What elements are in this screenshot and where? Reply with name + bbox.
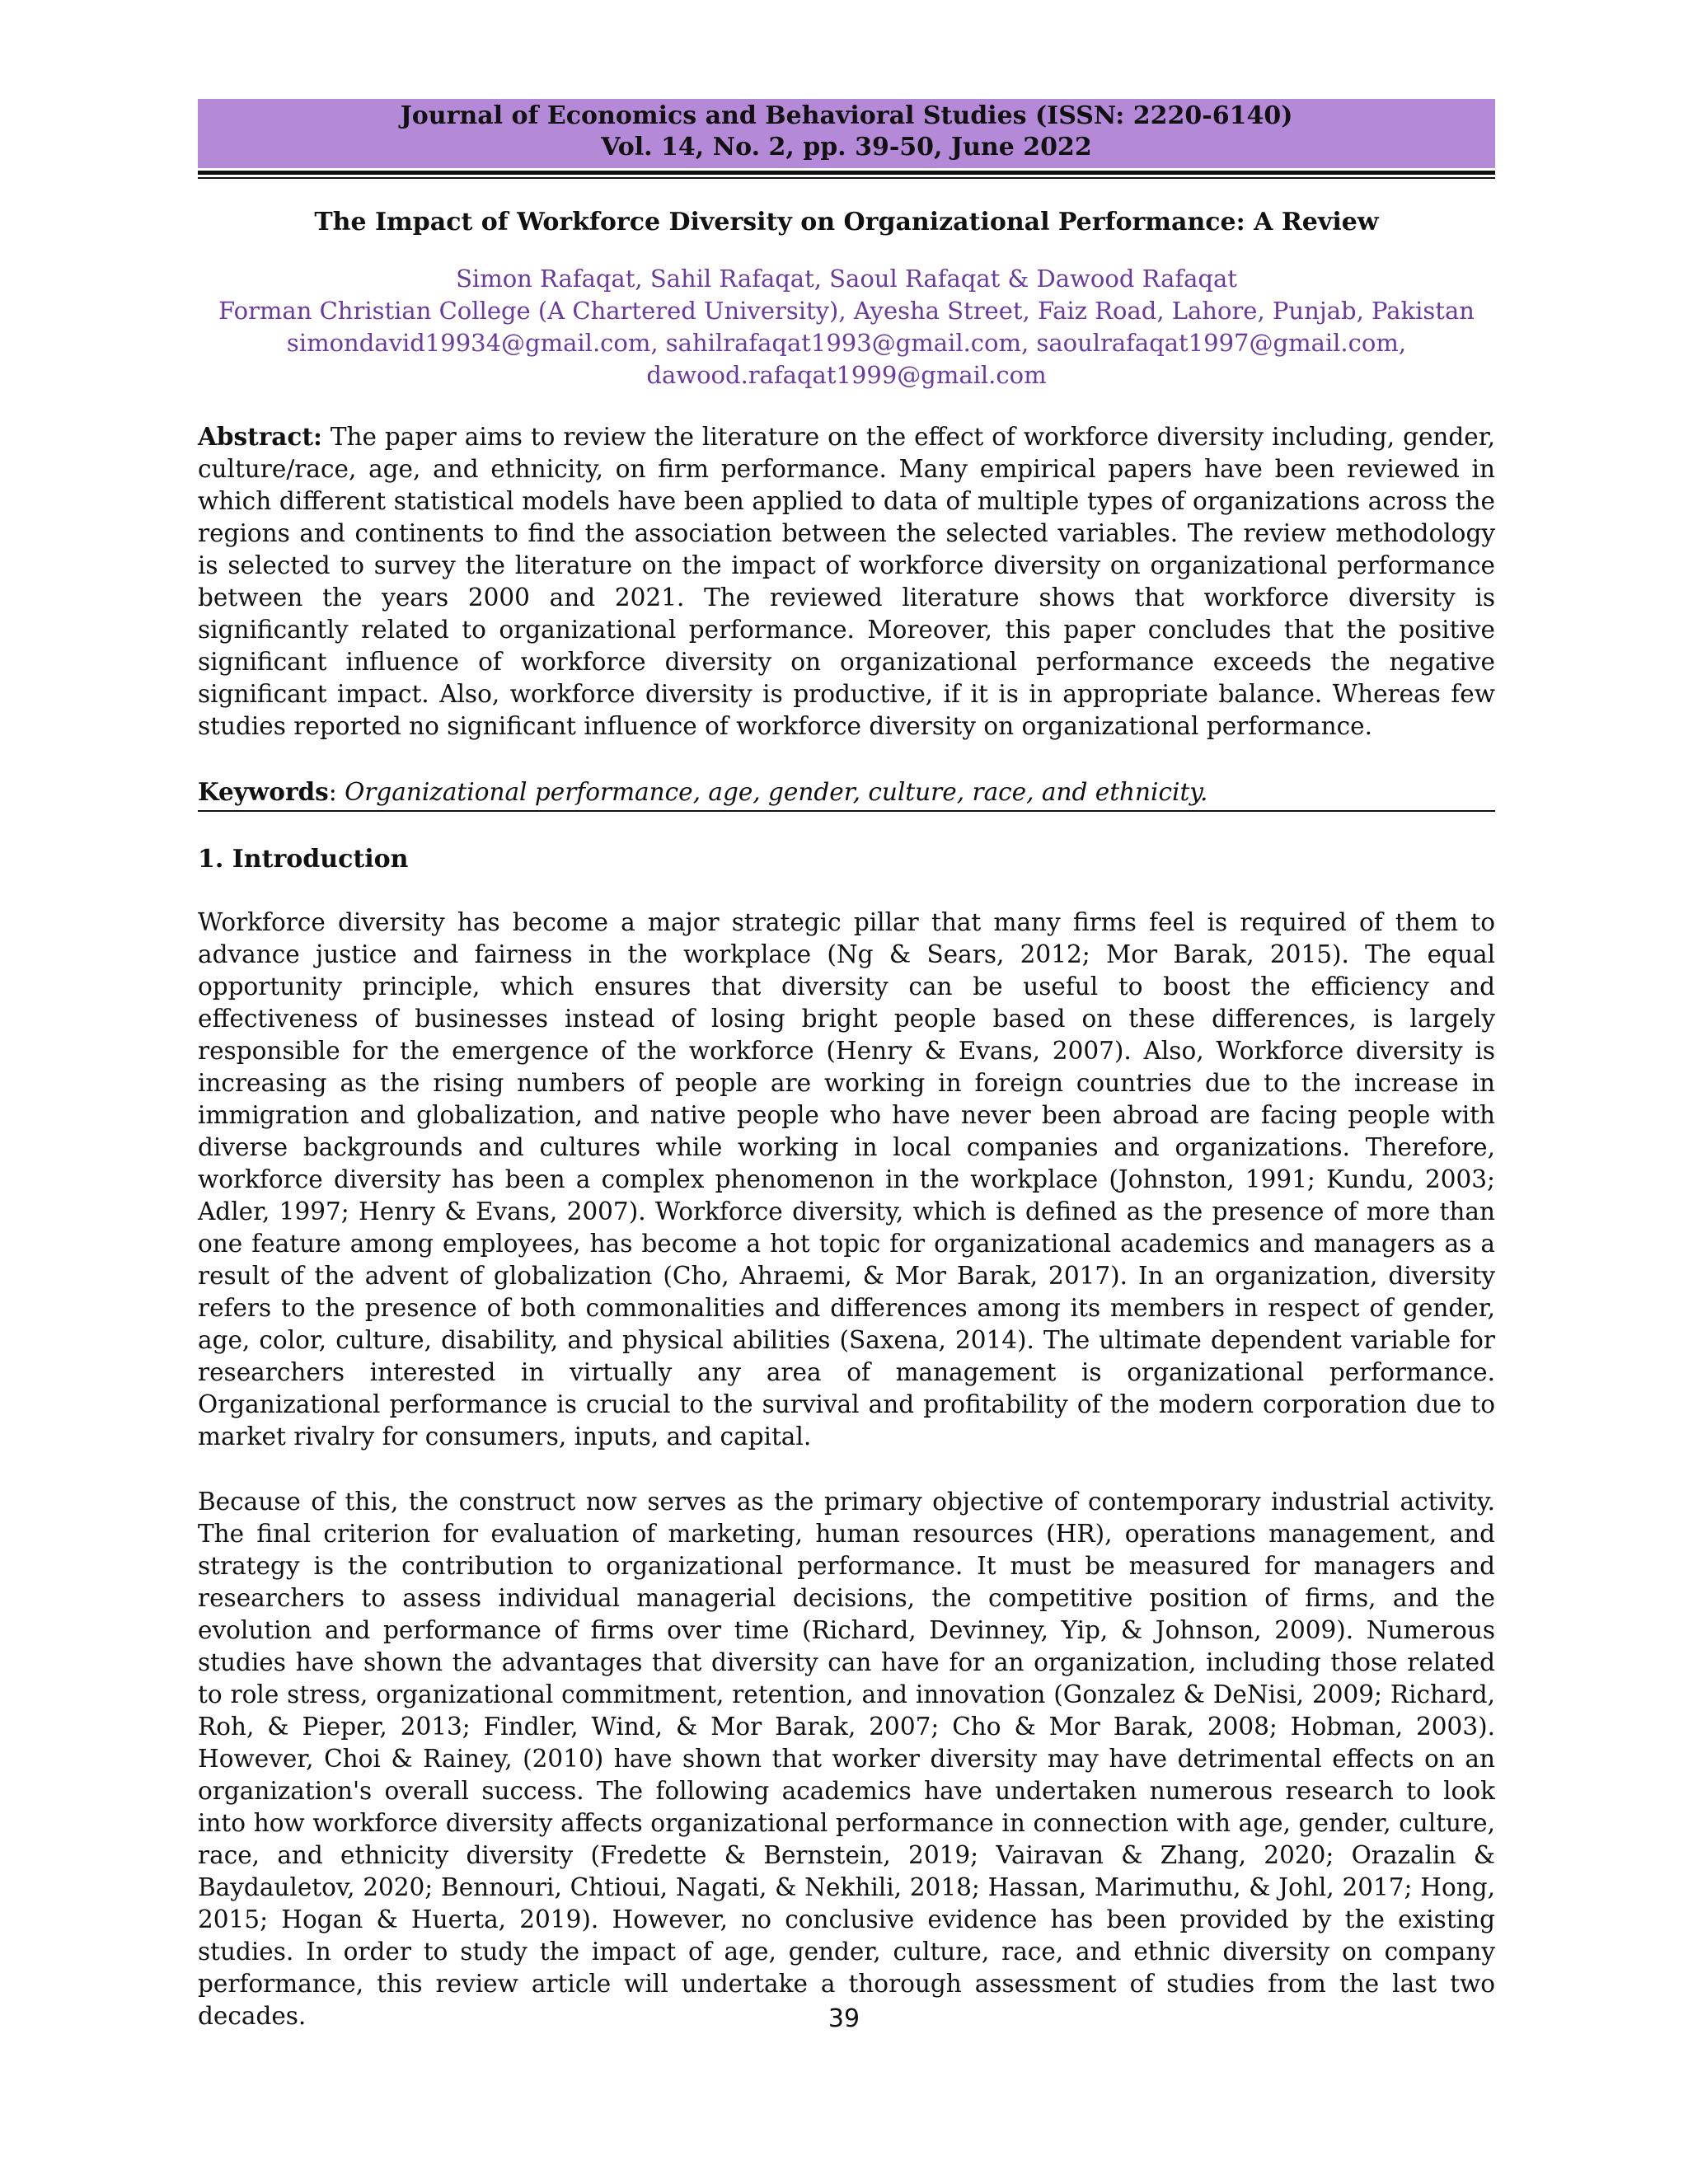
author-block xyxy=(198,263,1495,391)
journal-title: Journal of Economics and Behavioral Studies (ISSN: 2220-6140) xyxy=(400,101,1293,130)
keywords-label: Keywords xyxy=(198,777,329,806)
intro-paragraph-1: Workforce diversity has become a major strategic pillar that many firms feel is required of them to advance justice and fairness in the workplace (Ng & Sears, 2012; Mor Barak, 2015). The equal opportunity principle, which ensures that diversity can be useful to boost the efficiency and effectiveness of businesses instead of losing bright people based on these differences, is largely responsible for the emergence of the workforce (Henry & Evans, 2007). Also, Workforce diversity is increasing as the rising numbers of people are working in foreign countries due to the increase in immigration and globalization, and native people who have never been abroad are facing people with diverse backgrounds and cultures while working in local companies and organizations. Therefore, workforce diversity has been a complex phenomenon in the workplace (Johnston, 1991; Kundu, 2003; Adler, 1997; Henry & Evans, 2007). Workforce diversity, which is defined as the presence of more than one feature among employees, has become a hot topic for organizational academics and managers as a result of the advent of globalization (Cho, Ahraemi, & Mor Barak, 2017). In an organization, diversity refers to the presence of both commonalities and differences among its members in respect of gender, age, color, culture, disability, and physical abilities (Saxena, 2014). The ultimate dependent variable for researchers interested in virtually any area of management is organizational performance. Organizational performance is crucial to the survival and profitability of the modern corporation due to market rivalry for consumers, inputs, and capital. xyxy=(198,908,1495,1451)
author-emails-line-1: simondavid19934@gmail.com, sahilrafaqat1993@gmail.com, saoulrafaqat1997@gmail.com, xyxy=(286,329,1407,357)
abstract-text: The paper aims to review the literature on the effect of workforce diversity including, gender, culture/race, age, and ethnicity, on firm performance. Many empirical papers have been reviewed in which different statistical models have been applied to data of multiple types of organizations across the regions and continents to find the association between the selected variables. The review methodology is selected to survey the literature on the impact of workforce diversity on organizational performance between the years 2000 and 2021. The reviewed literature shows that workforce diversity is significantly related to organizational performance. Moreover, this paper concludes that the positive significant influence of workforce diversity on organizational performance exceeds the negative significant impact. Also, workforce diversity is productive, if it is in appropriate balance. Whereas few studies reported no significant influence of workforce diversity on organizational performance. xyxy=(198,423,1495,740)
author-affiliation: Forman Christian College (A Chartered University), Ayesha Street, Faiz Road, Lahore, Punjab, Pakistan xyxy=(218,297,1475,325)
author-emails-line-2: dawood.rafaqat1999@gmail.com xyxy=(646,361,1047,389)
journal-volume: Vol. 14, No. 2, pp. 39-50, June 2022 xyxy=(601,133,1092,162)
abstract-label: Abstract: xyxy=(198,422,322,451)
section-heading-introduction: 1. Introduction xyxy=(198,845,409,874)
page-number: 39 xyxy=(828,2004,860,2033)
paper-title: The Impact of Workforce Diversity on Organizational Performance: A Review xyxy=(314,208,1379,237)
keywords-separator: : xyxy=(328,778,345,806)
keywords xyxy=(198,776,1495,812)
intro-paragraph-2: Because of this, the construct now serves as the primary objective of contemporary industrial activity. The final criterion for evaluation of marketing, human resources (HR), operations management, and strategy is the contribution to organizational performance. It must be measured for managers and researchers to assess individual managerial decisions, the competitive position of firms, and the evolution and performance of firms over time (Richard, Devinney, Yip, & Johnson, 2009). Numerous studies have shown the advantages that diversity can have for an organization, including those related to role stress, organizational commitment, retention, and innovation (Gonzalez & DeNisi, 2009; Richard, Roh, & Pieper, 2013; Findler, Wind, & Mor Barak, 2007; Cho & Mor Barak, 2008; Hobman, 2003). However, Choi & Rainey, (2010) have shown that worker diversity may have detrimental effects on an organization's overall success. The following academics have undertaken numerous research to look into how workforce diversity affects organizational performance in connection with age, gender, culture, race, and ethnicity diversity (Fredette & Bernstein, 2019; Vairavan & Zhang, 2020; Orazalin & Baydauletov, 2020; Bennouri, Chtioui, Nagati, & Nekhili, 2018; Hassan, Marimuthu, & Johl, 2017; Hong, 2015; Hogan & Huerta, 2019). However, no conclusive evidence has been provided by the existing studies. In order to study the impact of age, gender, culture, race, and ethnic diversity on company performance, this review article will undertake a thorough assessment of studies from the last two decades. xyxy=(198,1488,1495,2030)
author-names: Simon Rafaqat, Sahil Rafaqat, Saoul Rafaqat & Dawood Rafaqat xyxy=(456,265,1237,293)
journal-header xyxy=(198,99,1495,168)
keywords-text: Organizational performance, age, gender, culture, race, and ethnicity. xyxy=(345,778,1208,806)
paper-page xyxy=(198,99,1495,2032)
header-rule-thick xyxy=(198,171,1495,175)
abstract xyxy=(198,420,1495,743)
header-rule-thin xyxy=(198,177,1495,179)
